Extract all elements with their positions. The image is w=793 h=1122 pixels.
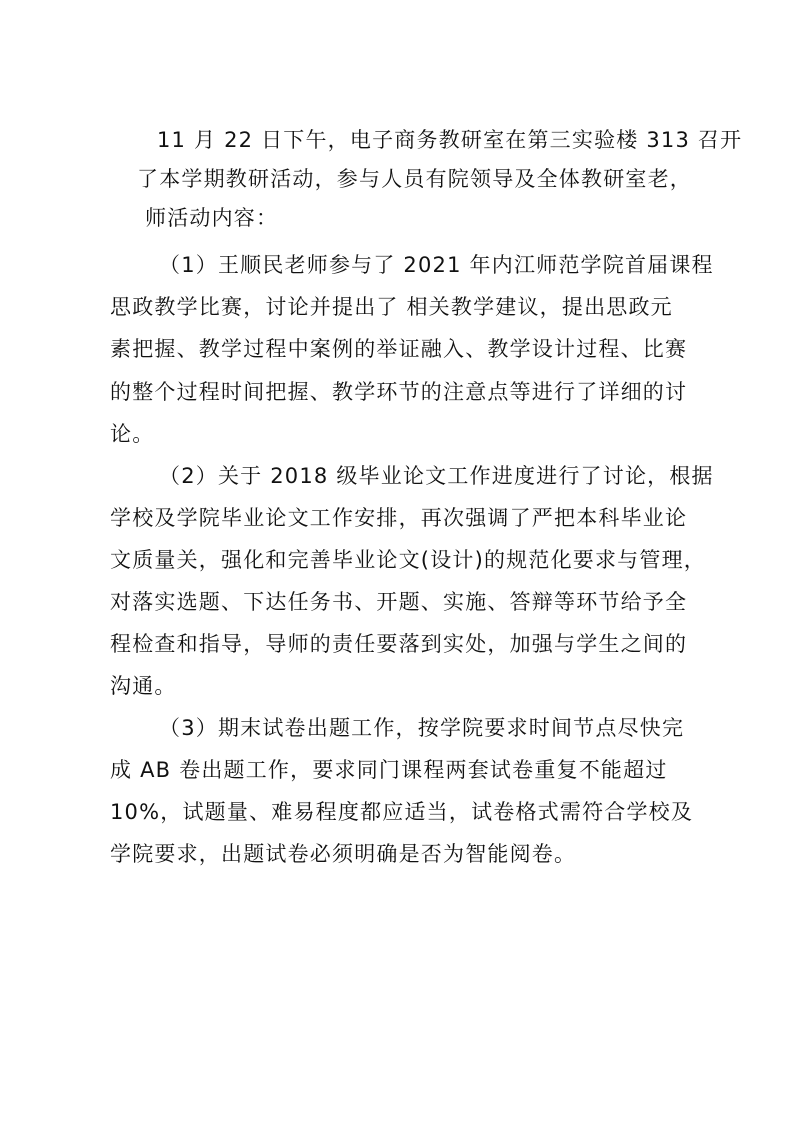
item2-line-4: 对落实选题、下达任务书、开题、实施、答辩等环节给予全	[110, 590, 688, 614]
item3-line-1: （3）期末试卷出题工作，按学院要求时间节点尽快完	[159, 716, 685, 740]
item2-line-6: 沟通。	[110, 674, 177, 698]
item3-line-3: 10%，试题量、难易程度都应适当，试卷格式需符合学校及	[110, 800, 694, 824]
intro-line-1: 11 月 22 日下午，电子商务教研室在第三实验楼 313 召开	[157, 128, 743, 152]
item1-line-3: 素把握、教学过程中案例的举证融入、教学设计过程、比赛	[110, 337, 688, 361]
item2-line-5: 程检查和指导，导师的责任要落到实处，加强与学生之间的	[110, 632, 688, 656]
intro-line-3: 师活动内容：	[145, 206, 279, 230]
item1-line-5: 论。	[110, 422, 155, 446]
intro-line-2: 了本学期教研活动，参与人员有院领导及全体教研室老，	[137, 167, 692, 191]
item1-line-1: （1）王顺民老师参与了 2021 年内江师范学院首届课程	[159, 253, 714, 277]
item3-line-2: 成 AB 卷出题工作，要求同门课程两套试卷重复不能超过	[110, 758, 668, 782]
item2-line-2: 学校及学院毕业论文工作安排，再次强调了严把本科毕业论	[110, 506, 688, 530]
item1-line-4: 的整个过程时间把握、教学环节的注意点等进行了详细的讨	[110, 380, 688, 404]
item2-line-1: （2）关于 2018 级毕业论文工作进度进行了讨论，根据	[159, 464, 714, 488]
item1-line-2: 思政教学比赛，讨论并提出了 相关教学建议，提出思政元	[110, 295, 673, 319]
item3-line-4: 学院要求，出题试卷必须明确是否为智能阅卷。	[110, 842, 577, 866]
item2-line-3: 文质量关，强化和完善毕业论文(设计)的规范化要求与管理，	[110, 548, 706, 572]
